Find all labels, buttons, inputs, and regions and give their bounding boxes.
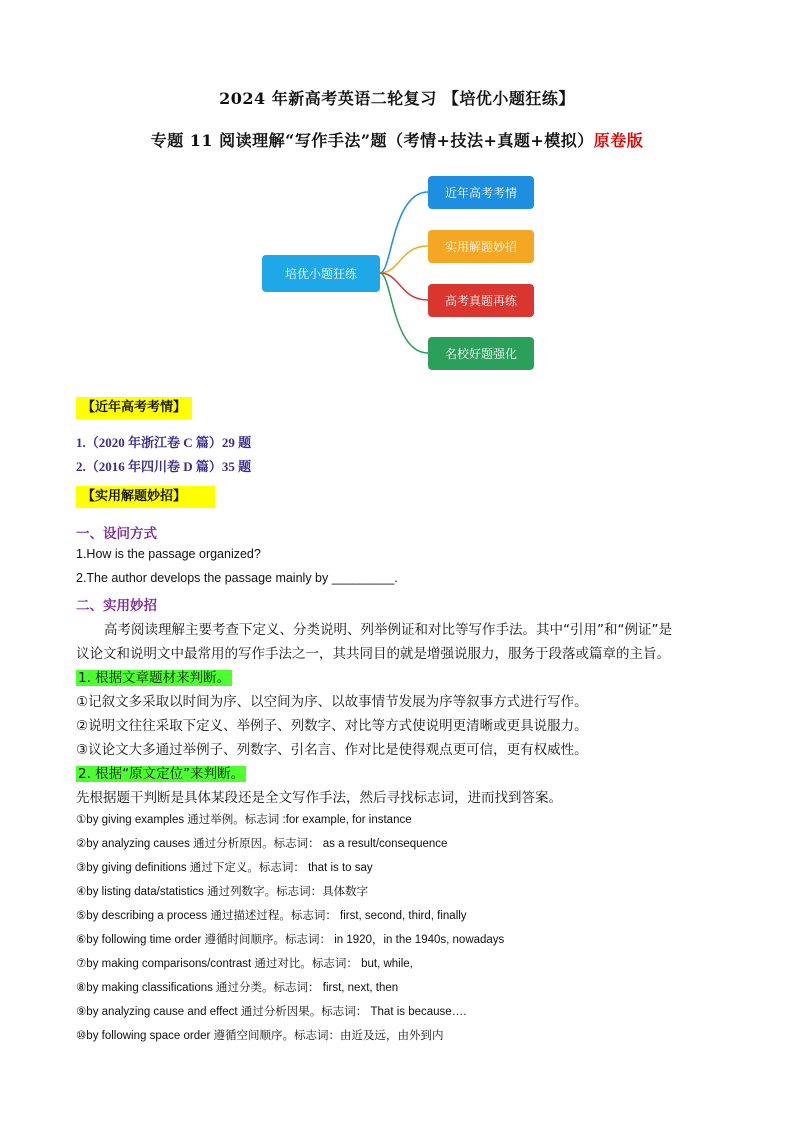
mindmap-connectors — [0, 0, 794, 400]
document-title: 2024 年新高考英语二轮复习 【培优小题狂练】 — [219, 89, 575, 108]
connector-1 — [380, 192, 428, 273]
locate-intro: 先根据题干判断是具体某段还是全文写作手法，然后寻找标志词，进而找到答案。 — [76, 790, 562, 806]
mindmap-branch-2: 实用解题妙招 — [428, 230, 534, 263]
section-tag-exam-trends: 【近年高考考情】 — [76, 397, 192, 419]
method-item: ④by listing data/statistics 通过列数字。标志词：具体数字 — [76, 886, 369, 898]
mindmap-branch-1: 近年高考考情 — [428, 176, 534, 209]
method-item: ⑤by describing a process 通过描述过程。标志词： first, second, third, finally — [76, 910, 467, 922]
genre-rule-2: ②说明文往往采取下定义、举例子、列数字、对比等方式使说明更清晰或更具说服力。 — [76, 718, 588, 734]
connector-4 — [380, 273, 428, 353]
subtitle-version: 原卷版 — [593, 131, 644, 150]
genre-rule-3: ③议论文大多通过举例子、列数字、引名言、作对比是使得观点更可信，更有权威性。 — [76, 742, 588, 758]
method-item: ⑩by following space order 遵循空间顺序。标志词：由近及远，由外到内 — [76, 1030, 444, 1042]
exam-item-2: 2.（2016 年四川卷 D 篇）35 题 — [76, 459, 252, 474]
method-item: ⑧by making classifications 通过分类。标志词： first, next, then — [76, 982, 399, 994]
question-form-1: 1.How is the passage organized? — [76, 547, 261, 561]
section-tag-techniques: 【实用解题妙招】 — [76, 486, 215, 508]
method-item: ⑨by analyzing cause and effect 通过分析因果。标志词： That is because…. — [76, 1006, 467, 1018]
method-item: ③by giving definitions 通过下定义。标志词： that is to say — [76, 862, 373, 874]
exam-item-1: 1.（2020 年浙江卷 C 篇）29 题 — [76, 435, 252, 450]
method-item: ⑦by making comparisons/contrast 通过对比。标志词： but, while, — [76, 958, 413, 970]
highlight-tip-1 — [76, 666, 232, 686]
heading-tips: 二、实用妙招 — [76, 598, 157, 614]
mindmap-branch-4: 名校好题强化 — [428, 337, 534, 370]
paragraph-line-1: 高考阅读理解主要考查下定义、分类说明、列举例证和对比等写作手法。其中“引用”和“例证”是 — [104, 622, 672, 638]
highlight-tip-2-text: 2. 根据“原文定位”来判断。 — [78, 766, 245, 782]
highlight-tip-2 — [76, 762, 246, 782]
heading-question-forms: 一、设问方式 — [76, 526, 157, 542]
mindmap-branch-3: 高考真题再练 — [428, 284, 534, 317]
method-item: ②by analyzing causes 通过分析原因。标志词： as a result/consequence — [76, 838, 448, 850]
method-item: ⑥by following time order 遵循时间顺序。标志词： in 1920，in the 1940s, nowadays — [76, 934, 505, 946]
question-form-2: 2.The author develops the passage mainly by _________. — [76, 571, 398, 585]
method-item: ①by giving examples 通过举例。标志词 :for example, for instance — [76, 814, 412, 826]
subtitle-main: 专题 11 阅读理解“写作手法”题（考情+技法+真题+模拟） — [150, 131, 594, 150]
genre-rule-1: ①记叙文多采取以时间为序、以空间为序、以故事情节发展为序等叙事方式进行写作。 — [76, 694, 588, 710]
mindmap-root: 培优小题狂练 — [262, 255, 380, 292]
paragraph-line-2: 议论文和说明文中最常用的写作手法之一，其共同目的就是增强说服力，服务于段落或篇章的主旨。 — [76, 646, 670, 662]
highlight-tip-1-text: 1. 根据文章题材来判断。 — [78, 670, 231, 686]
